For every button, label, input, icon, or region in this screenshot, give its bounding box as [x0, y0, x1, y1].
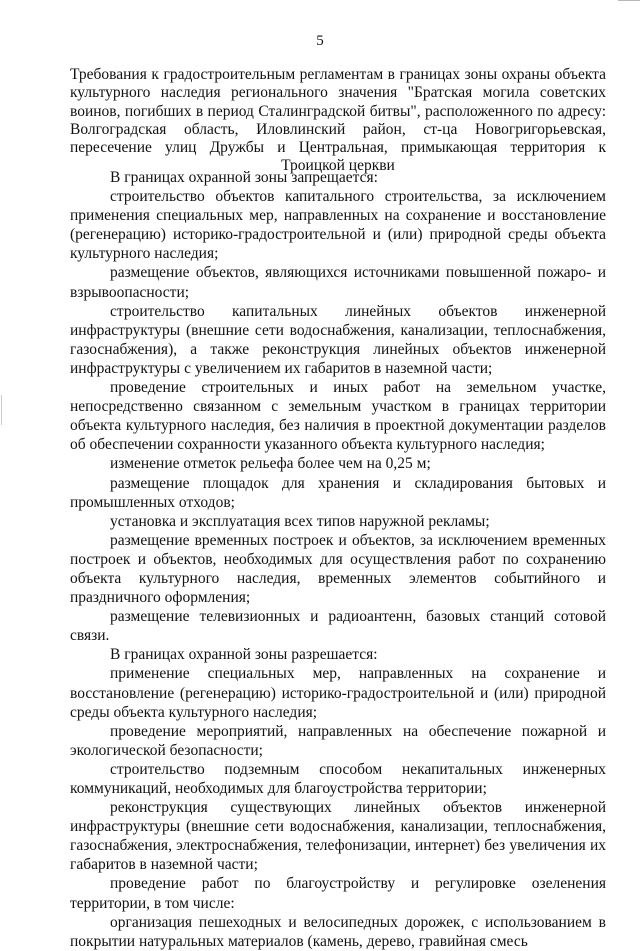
paragraph: установка и эксплуатация всех типов наружной рекламы; — [110, 512, 490, 530]
paragraph: строительство подземным способом некапитальных инженерных коммуникаций, необходимых для благоустройства территории; — [70, 760, 606, 797]
document-body — [70, 168, 606, 951]
paragraph: реконструкция существующих линейных объектов инженерной инфраструктуры (внешние сети водоснабжения, канализации, теплоснабжения, газоснабжения, электроснабжения, телефонизации, интернет) без увеличения их габаритов в наземной части; — [70, 799, 606, 874]
scan-margin-mark — [1, 395, 2, 425]
paragraph: размещение объектов, являющихся источниками повышенной пожаро- и взрывоопасности; — [70, 264, 606, 301]
paragraph: В границах охранной зоны разрешается: — [110, 646, 378, 664]
scan-edge-mark — [618, 0, 640, 7]
paragraph: В границах охранной зоны запрещается: — [110, 169, 378, 186]
paragraph: проведение строительных и иных работ на земельном участке, непосредственно связанном с земельным участком в границах территории объекта культурного наследия, без наличия в проектной документации разделов об обеспечении сохранности указанного объекта культурного наследия; — [70, 379, 606, 454]
paragraph: размещение временных построек и объектов, за исключением временных построек и объектов, необходимых для осуществления работ по сохранению объекта культурного наследия, временных элементов событийного и праздничного оформления; — [70, 531, 606, 607]
paragraph: организация пешеходных и велосипедных дорожек, с использованием в покрытии натуральных материалов (камень, дерево, гравийная смесь — [70, 913, 606, 950]
paragraph: применение специальных мер, направленных на сохранение и восстановление (регенерацию) историко-градостроительной и (или) природной среды объекта культурного наследия; — [70, 665, 606, 721]
paragraph: строительство капитальных линейных объектов инженерной инфраструктуры (внешние сети водоснабжения, канализации, теплоснабжения, газоснабжения), а также реконструкция линейных объектов инженерной инфраструктуры с увеличением их габаритов в наземной части; — [70, 302, 606, 377]
paragraph: проведение работ по благоустройству и регулировке озеленения территории, в том числе: — [70, 875, 606, 912]
paragraph: строительство объектов капитального строительства, за исключением применения специальных мер, направленных на сохранение и восстановление (регенерацию) историко-градостроительной и (или) природной среды объекта культурного наследия; — [70, 188, 606, 263]
paragraph: размещение телевизионных и радиоантенн, базовых станций сотовой связи. — [70, 608, 606, 645]
page-number: 5 — [316, 33, 324, 49]
paragraph: проведение мероприятий, направленных на обеспечение пожарной и экологической безопасности; — [70, 722, 606, 759]
paragraph: размещение площадок для хранения и складирования бытовых и промышленных отходов; — [70, 474, 606, 511]
paragraph: изменение отметок рельефа более чем на 0,25 м; — [110, 455, 431, 473]
document-title: Требования к градостроительным регламентам в границах зоны охраны объекта культурного наследия регионального значения "Братская могила советских воинов, погибших в период Сталинградской битвы", расположенного по адресу: Волгоградская область, Иловлинский район, ст-ца Новогригорьевская, пересечение улиц Дружбы и Центральная, примыкающая территория к Троицкой церкви — [70, 66, 606, 175]
